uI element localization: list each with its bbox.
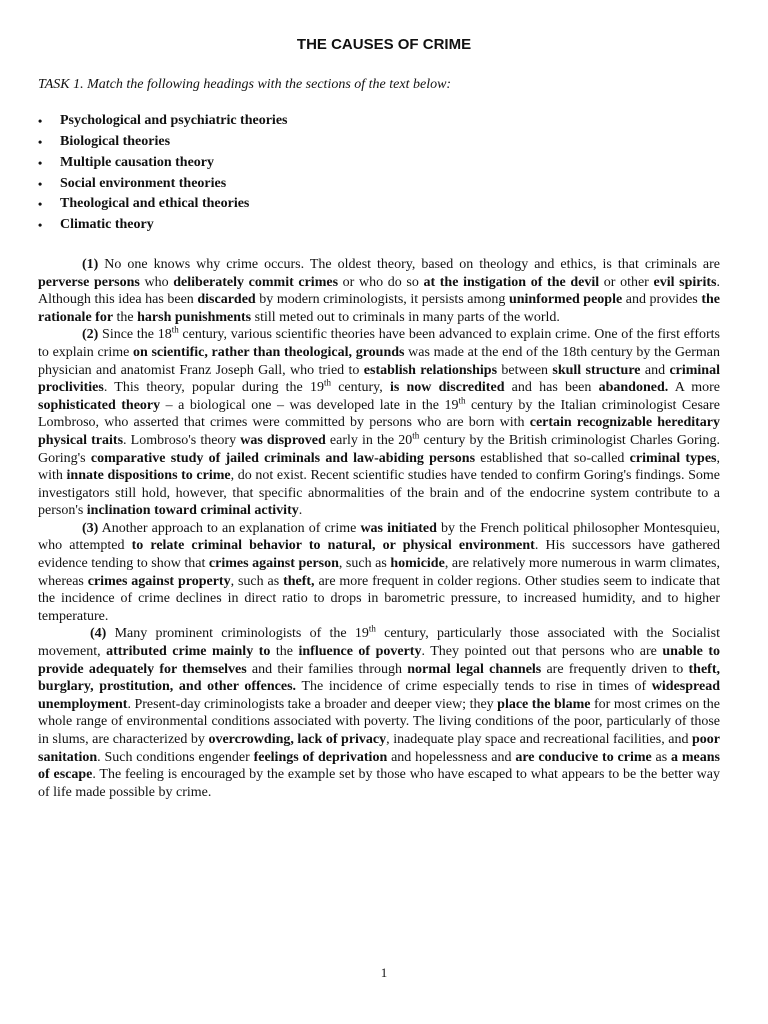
bold-phrase: theft, [283,573,315,589]
text-run: the [113,309,138,325]
paragraph-4 [38,625,720,801]
task-instruction: TASK 1. Match the following headings with the sections of the text below: [38,76,452,92]
heading-label: Multiple causation theory [60,154,214,170]
superscript: th [458,395,466,406]
bold-phrase: normal legal channels [407,661,542,677]
bold-phrase: discarded [197,292,256,308]
text-run: between [497,362,553,378]
bold-phrase: unable to provide adequately for themselves [38,644,721,677]
heading-item [38,111,720,132]
text-run: or other [599,274,654,290]
bold-phrase: abandoned. [598,380,669,396]
text-run: and [640,362,670,378]
heading-item [38,194,720,215]
text-run: and their families through [246,661,408,677]
heading-item [38,215,720,236]
heading-item [38,153,720,174]
paragraph-3 [38,520,720,626]
bold-phrase: comparative study of jailed criminals and law-abiding persons [90,450,476,466]
text-run: The incidence of crime especially tends to rise in times of [296,679,652,695]
bullet-icon: • [38,114,43,129]
text-run: by modern criminologists, it persists among [255,292,509,308]
bold-phrase: a means of escape [38,749,720,783]
bullet-icon: • [38,176,43,191]
paragraph-2 [38,326,720,520]
text-run: are frequently driven to [541,661,689,677]
text-run: No one knows why crime occurs. The oldest theory, based on theology and ethics, is that criminals are [98,256,720,272]
text-run: . They pointed out that persons who are [421,644,663,660]
heading-label: Psychological and psychiatric theories [60,113,288,129]
text-run: . Although this idea has been [38,274,720,308]
bold-phrase: influence of poverty [298,644,422,660]
bold-phrase: was initiated [360,520,437,536]
text-run: – a biological one – was developed late in the 19 [160,397,459,413]
text-run: by the French political philosopher Montesquieu, who attempted [38,520,720,554]
text-run: . The feeling is encouraged by the example set by those who have escaped to what appears to be the better way of life made possible by crime. [38,767,720,800]
text-run: , inadequate play space and recreational facilities, and [386,732,692,747]
text-run: , such as [338,556,391,572]
bold-phrase: crimes against person [208,556,339,572]
bold-phrase: theft, burglary, prostitution, and other offences. [38,661,721,695]
bold-phrase: place the blame [497,696,591,712]
text-run: and has been [504,380,599,396]
bold-phrase: criminal proclivities [38,362,720,396]
bold-phrase: crimes against property [87,573,231,589]
bold-phrase: certain recognizable hereditary physical traits [38,415,721,448]
text-run: who [139,274,174,290]
text-run: was made at the end of the 18th century by the German physician and anatomist Franz Joseph Gall, who tried to [38,344,720,378]
bold-phrase: establish relationships [363,362,498,378]
bold-phrase: attributed crime mainly to [106,644,271,660]
bold-phrase: is now discredited [389,380,505,396]
bold-phrase: at the instigation of the devil [423,274,600,290]
text-run: the [270,644,299,660]
headings-list [38,111,720,236]
bold-phrase: the rationale for [38,292,720,325]
bold-phrase: overcrowding, lack of privacy [208,732,387,747]
bold-phrase: are conducive to crime [515,749,652,765]
bold-phrase: to relate criminal behavior to natural, or physical environment [131,538,535,554]
bullet-icon: • [38,197,43,212]
bullet-icon: • [38,155,43,170]
text-run: still meted out to criminals in many parts of the world. [251,309,560,325]
text-run: , such as [230,573,284,589]
superscript: th [368,623,376,634]
text-run: for most crimes on the whole range of environmental conditions associated with poverty. The living conditions of the poor, particularly of those in slums, are characterized by [38,696,720,747]
text-run: . [298,503,303,519]
bold-phrase: on scientific, rather than theological, grounds [133,344,405,360]
bold-phrase: criminal types [629,450,717,466]
bold-phrase: poor sanitation [38,732,720,765]
heading-label: Theological and ethical theories [60,196,250,212]
text-run: century, various scientific theories have been advanced to explain crime. One of the first efforts to explain crime [38,327,721,360]
text-run: early in the 20 [325,432,413,448]
bold-phrase: (1) [82,256,99,272]
page-number: 1 [380,965,388,980]
bold-phrase: uninformed people [508,292,623,308]
text-run: and provides [622,292,702,308]
bold-phrase: harsh punishments [137,309,252,325]
text-run: established that so-called [475,450,630,466]
text-run: . His successors have gathered evidence tending to show that [38,538,721,572]
bold-phrase: deliberately commit crimes [173,274,339,290]
text-run: , do not exist. Recent scientific studies have tended to confirm Goring's findings. Some investigators still hold, however, that specific abnormalities of the brain and of the endocrine system contribute to a person's [38,468,721,519]
bold-phrase: homicide [390,556,445,572]
text-run: . Such conditions engender [97,749,254,765]
text-run: Another approach to an explanation of crime [98,520,361,536]
bold-phrase: sophisticated theory [38,397,161,413]
bold-phrase: feelings of deprivation [253,749,388,765]
superscript: th [323,377,331,388]
bold-phrase: widespread unemployment [38,679,720,712]
paragraph-1 [38,256,720,326]
text-run: or who do so [338,274,424,290]
bold-phrase: skull structure [552,362,641,378]
bold-phrase: (4) [90,626,107,642]
text-run: Since the 18 [98,327,172,343]
text-run: , with [38,450,721,484]
text-run: A more [668,380,721,396]
text-run: century, [331,380,390,396]
text-run: Many prominent criminologists of the 19 [106,626,369,642]
document-title: THE CAUSES OF CRIME [296,36,472,53]
text-run: as [651,749,672,765]
text-run: are more frequent in colder regions. Other studies seem to indicate that the incidence of crime declines in direct ratio to drops in barometric pressure, to increased humidity, and to higher temperature. [38,573,720,624]
bold-phrase: evil spirits [653,274,717,290]
heading-label: Biological theories [60,133,171,149]
bold-phrase: (3) [82,520,99,536]
text-run: , are relatively more numerous in warm climates, whereas [38,556,720,589]
bold-phrase: was disproved [240,432,326,448]
superscript: th [412,430,420,441]
bold-phrase: perverse persons [38,274,140,290]
bullet-icon: • [38,218,43,233]
bold-phrase: inclination toward criminal activity [86,503,299,519]
heading-item [38,174,720,195]
text-run: . Lombroso's theory [123,432,241,448]
heading-label: Climatic theory [60,217,154,233]
superscript: th [171,324,179,335]
text-run: and hopelessness and [387,749,516,765]
bold-phrase: innate dispositions to crime [66,468,231,484]
bold-phrase: (2) [82,327,99,343]
text-run: . This theory, popular during the 19 [103,380,324,396]
text-run: century by the British criminologist Charles Goring. Goring's [38,432,720,466]
text-run: century, particularly those associated with the Socialist movement, [38,626,720,660]
body-text [38,256,720,801]
text-run: century by the Italian criminologist Cesare Lombroso, who asserted that crimes were committed by persons who are born with [38,397,720,431]
bullet-icon: • [38,134,43,149]
heading-label: Social environment theories [60,175,227,191]
heading-item [38,132,720,153]
text-run: . Present-day criminologists take a broader and deeper view; they [127,696,498,712]
